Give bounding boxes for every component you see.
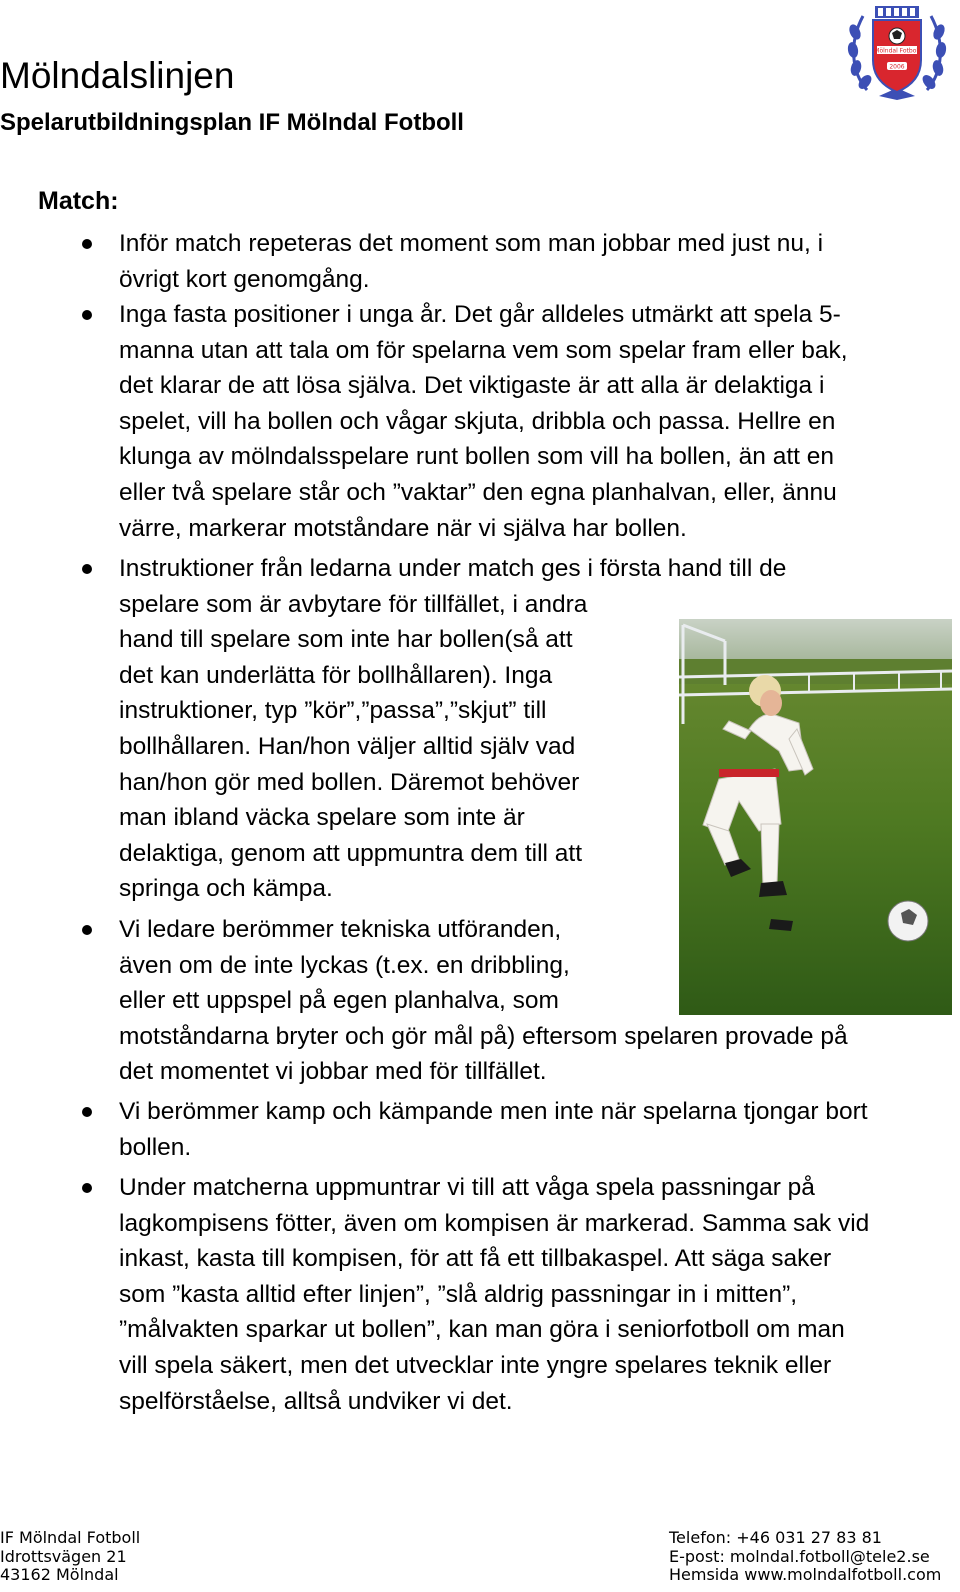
footer-email[interactable]: E-post: molndal.fotboll@tele2.se [669,1546,930,1566]
bullet-line: det momentet vi jobbar med för tillfället. [119,1058,547,1086]
bullet-line: Vi ledare berömmer tekniska utföranden, [119,916,562,943]
bullet-line: springa och kämpa. [119,875,333,903]
bullet-icon [82,310,92,320]
bullet-line: spelare som är avbytare för tillfället, i andra [119,590,588,618]
bullet-paragraph [119,297,848,546]
bullet-line: bollhållaren. Han/hon väljer alltid själv vad [119,732,576,760]
footer-postal: 43162 Mölndal [0,1565,119,1584]
bullet-line: det kan underlätta för bollhållaren). Inga [119,661,553,689]
bullet-line: eller ett uppspel på egen planhalva, som [119,987,559,1015]
bullet-line: Under matcherna uppmuntrar vi till att våga spela passningar på [119,1174,815,1201]
player-kicking-ball-photo [679,619,952,1015]
footer-phone: Telefon: +46 031 27 83 81 [669,1528,882,1547]
bullet-line: som ”kasta alltid efter linjen”, ”slå aldrig passningar in i mitten”, [119,1280,798,1308]
footer-street: Idrottsvägen 21 [0,1546,127,1566]
bullet-line: övrigt kort genomgång. [119,265,370,293]
bullet-line: Inför match repeteras det moment som man jobbar med just nu, i [119,230,824,257]
bullet-line: man ibland väcka spelare som inte är [119,804,525,832]
bullet-line: ”målvakten sparkar ut bollen”, kan man göra i seniorfotboll om man [119,1316,845,1344]
footer-website[interactable]: Hemsida www.molndalfotboll.com [669,1565,942,1584]
page-subtitle: Spelarutbildningsplan IF Mölndal Fotboll [0,109,464,136]
bullet-icon [82,564,92,574]
bullet-line: klunga av mölndalsspelare runt bollen som vill ha bollen, än att en [119,443,835,471]
bullet-paragraph [119,1094,868,1165]
bullet-line: det klarar de att lösa själva. Det viktigaste är att alla är delaktiga i [119,372,825,400]
bullet-line: motståndarna bryter och gör mål på) eftersom spelaren provade på [119,1022,848,1050]
bullet-paragraph [119,226,823,297]
footer-address [0,1529,140,1585]
bullet-line: lagkompisens fötter, även om kompisen är markerad. Samma sak vid [119,1209,870,1237]
bullet-line: manna utan att tala om för spelarna vem som spelar fram eller bak, [119,336,848,364]
footer-contact [669,1529,941,1585]
bullet-icon [82,1183,92,1193]
bullet-icon [82,1107,92,1117]
section-heading: Match: [38,187,119,215]
logo-year: 2006 [889,63,905,71]
bullet-line: eller två spelare står och ”vaktar” den egna planhalvan, eller, ännu [119,478,837,506]
bullet-line: Instruktioner från ledarna under match ges i första hand till de [119,555,787,582]
bullet-icon [82,925,92,935]
bullet-line: spelet, vill ha bollen och vågar skjuta, dribbla och passa. Hellre en [119,407,836,435]
logo-text: Mölndal Fotboll [874,47,920,55]
bullet-line: inkast, kasta till kompisen, för att få ett tillbakaspel. Att säga saker [119,1245,832,1273]
bullet-line: delaktiga, genom att uppmuntra dem till att [119,839,583,867]
bullet-paragraph [119,1170,869,1419]
bullet-line: Inga fasta positioner i unga år. Det går alldeles utmärkt att spela 5- [119,301,841,328]
bullet-line: spelförståelse, alltså undviker vi det. [119,1387,513,1415]
bullet-line: instruktioner, typ ”kör”,”passa”,”skjut” till [119,697,547,725]
bullet-line: värre, markerar motståndare när vi själva har bollen. [119,514,687,542]
bullet-line: hand till spelare som inte har bollen(så att [119,626,573,654]
bullet-icon [82,239,92,249]
bullet-line: även om de inte lyckas (t.ex. en dribbling, [119,951,570,979]
bullet-line: bollen. [119,1133,192,1161]
page-title: Mölndalslinjen [0,55,235,96]
bullet-line: han/hon gör med bollen. Däremot behöver [119,768,580,796]
bullet-line: vill spela säkert, men det utvecklar inte yngre spelares teknik eller [119,1351,832,1379]
footer-org: IF Mölndal Fotboll [0,1528,141,1547]
bullet-line: Vi berömmer kamp och kämpande men inte när spelarna tjongar bort [119,1098,868,1125]
